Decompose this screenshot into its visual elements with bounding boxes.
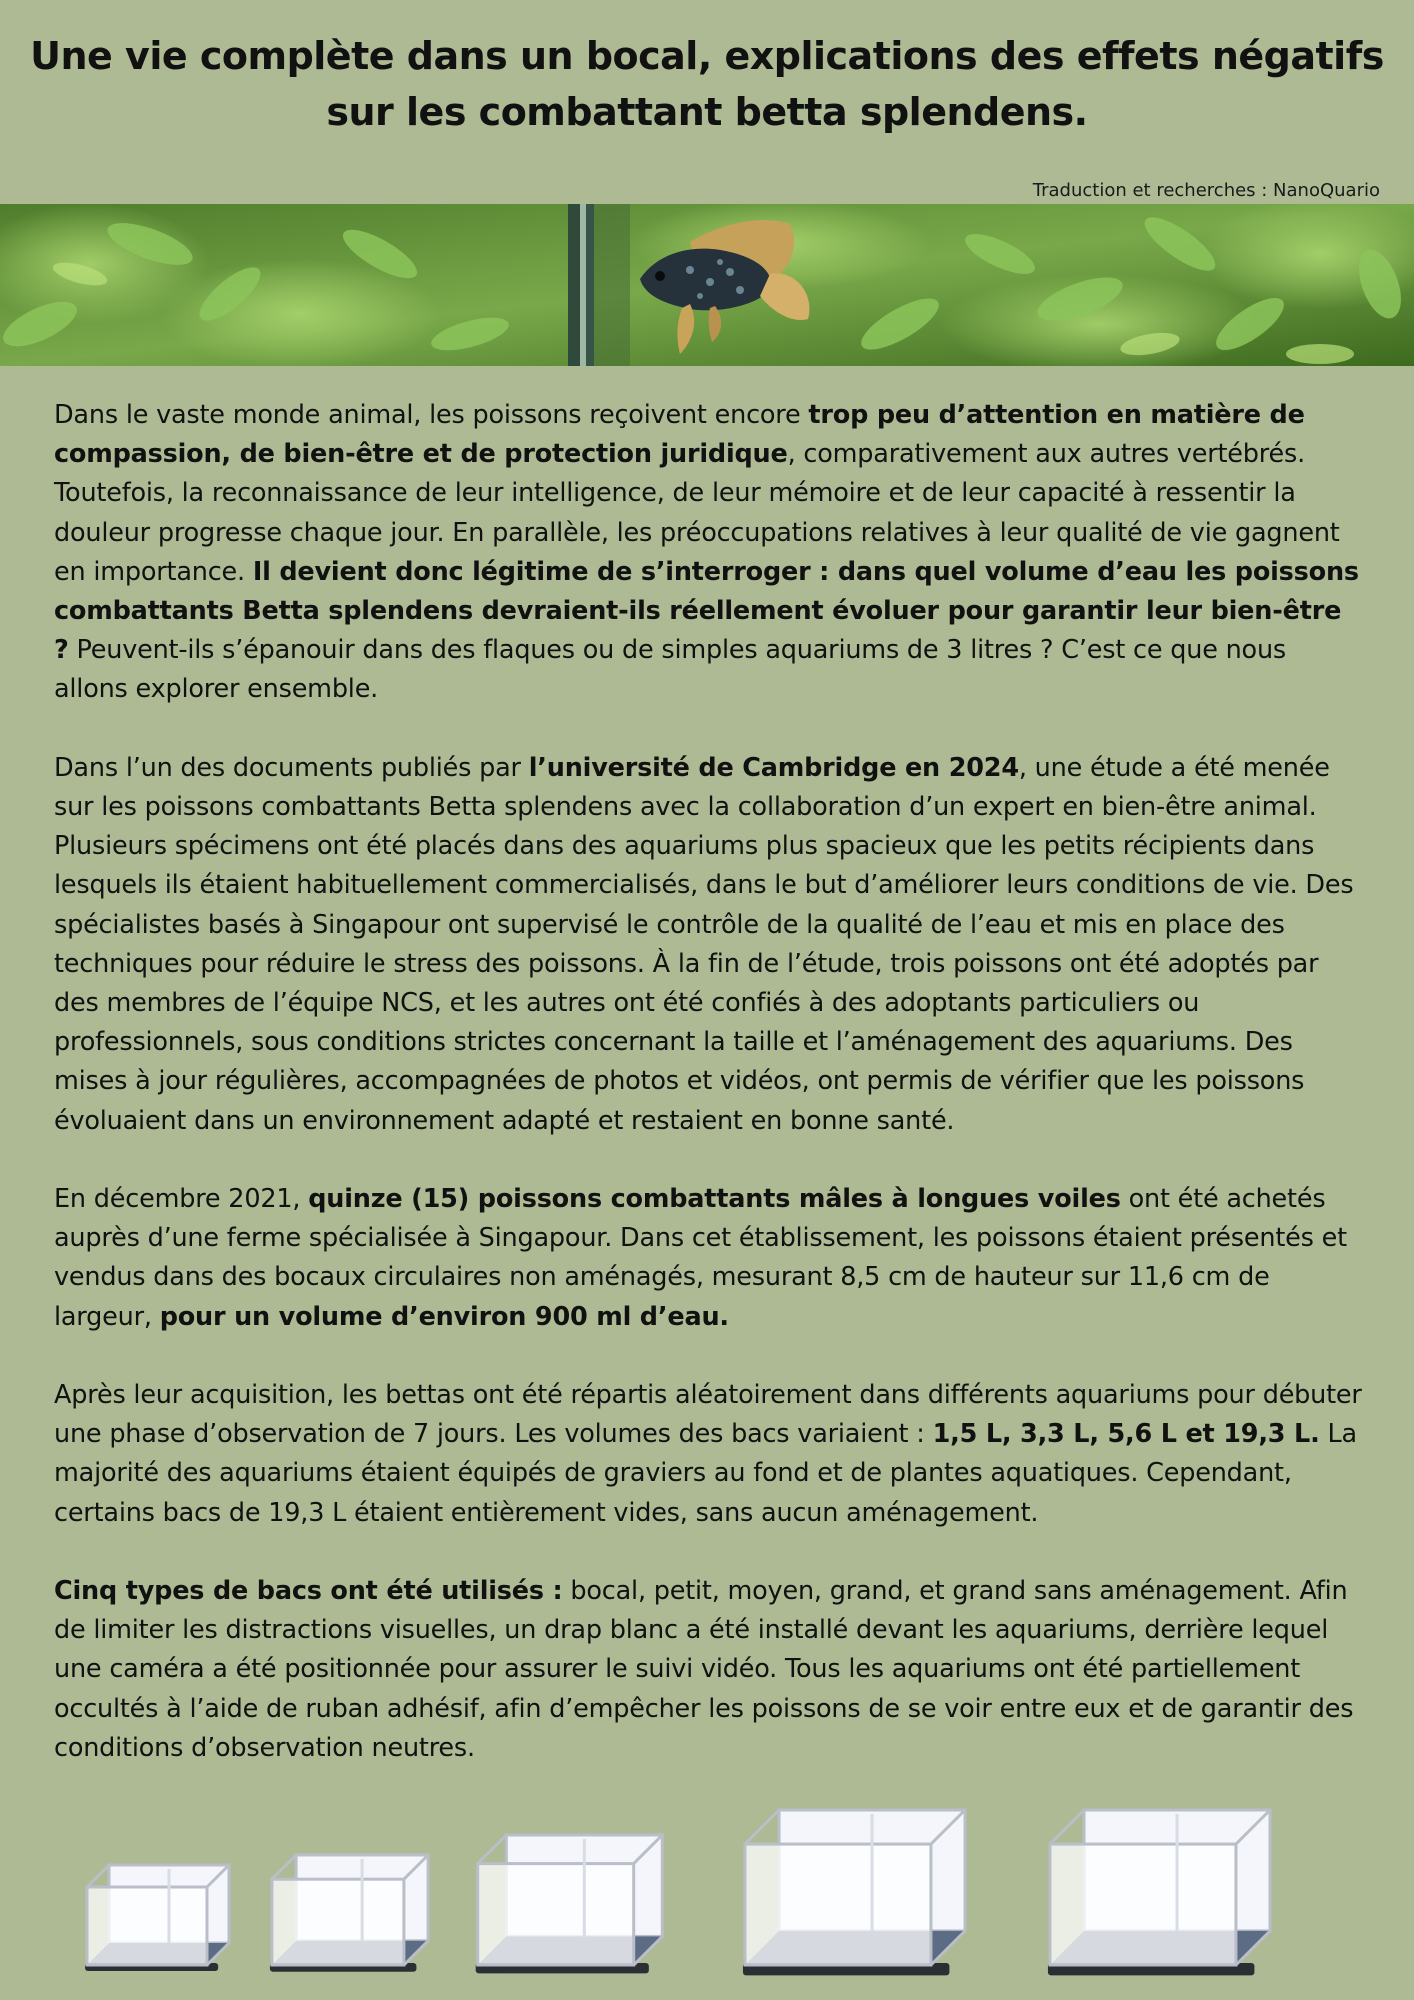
tank-illustrations: [0, 1790, 1414, 1990]
text-run: La majorité des aquariums étaient équipés de graviers au fond et de plantes aquatiques. Cependant, certains bacs de 19,3 L étaient entièrement vides, sans aucun aménagement.: [54, 1419, 1357, 1528]
bold-text: l’université de Cambridge en 2024: [528, 752, 1019, 783]
text-run: Peuvent-ils s’épanouir dans des flaques ou de simples aquariums de 3 litres ? C’est ce que nous allons explorer ensemble.: [54, 635, 1287, 705]
page-title: Une vie complète dans un bocal, explications des effets négatifs sur les combattant betta splendens.: [30, 34, 1384, 134]
betta-aquarium-image: [0, 204, 1414, 366]
paragraph-4: [54, 1376, 1364, 1533]
banner-photo: [0, 204, 1414, 366]
paragraph-1: [54, 396, 1364, 710]
bold-text: 1,5 L, 3,3 L, 5,6 L et 19,3 L.: [932, 1419, 1320, 1450]
text-run: , comparativement aux autres vertébrés. Toutefois, la reconnaissance de leur intelligence, de leur mémoire et de leur capacité à ressentir la douleur progresse chaque jour. En parallèle, les préoccupations relatives à leur qualité de vie gagnent en importance.: [54, 439, 1340, 587]
bold-text: pour un volume d’environ 900 ml d’eau.: [159, 1301, 729, 1332]
paragraph-2: [54, 749, 1364, 1141]
text-run: Dans le vaste monde animal, les poissons reçoivent encore: [54, 400, 809, 430]
text-run: En décembre 2021,: [54, 1184, 309, 1215]
tank-petit: [270, 1855, 428, 1972]
bold-text: Cinq types de bacs ont été utilisés :: [54, 1576, 563, 1607]
text-run: ont été achetés auprès d’une ferme spécialisée à Singapour. Dans cet établissement, les poissons étaient présentés et vendus dans des bocaux circulaires non aménagés, mesurant 8,5 cm de hauteur sur 11,6 cm de largeur,: [54, 1184, 1347, 1332]
bold-text: quinze (15) poissons combattants mâles à longues voiles: [308, 1184, 1121, 1215]
text-run: , une étude a été menée sur les poissons combattants Betta splendens avec la collaboration d’un expert en bien-être animal. Plusieurs spécimens ont été placés dans des aquariums plus spacieux que les petits récipients dans lesquels ils étaient habituellement commercialisés, dans le but d’améliorer leurs conditions de vie. Des spécialistes basés à Singapour ont supervisé le contrôle de la qualité de l’eau et mis en place des techniques pour réduire le stress des poissons. À la fin de l’étude, trois poissons ont été adoptés par des membres de l’équipe NCS, et les autres ont été confiés à des adoptants particuliers ou professionnels, sous conditions strictes concernant la taille et l’aménagement des aquariums. Des mises à jour régulières, accompagnées de photos et vidéos, ont permis de vérifier que les poissons évoluaient dans un environnement adapté et restaient en bonne santé.: [54, 752, 1354, 1136]
bold-text: trop peu d’attention en matière de compassion, de bien-être et de protection juridique: [54, 400, 1305, 470]
bold-text: Il devient donc légitime de s’interroger : dans quel volume d’eau les poissons combattants Betta splendens devraient-ils réellement évoluer pour garantir leur bien-être ?: [54, 556, 1359, 666]
tank-moyen: [476, 1835, 663, 1973]
text-run: Après leur acquisition, les bettas ont été répartis aléatoirement dans différents aquariums pour débuter une phase d’observation de 7 jours. Les volumes des bacs variaient :: [54, 1380, 1362, 1450]
paragraph-3: [54, 1180, 1364, 1337]
tank-grand: [743, 1810, 965, 1975]
credit-line: Traduction et recherches : NanoQuario: [1032, 180, 1380, 201]
article-body: [54, 396, 1364, 1807]
text-run: Dans l’un des documents publiés par: [54, 752, 529, 783]
tank-bocal: [85, 1865, 229, 1971]
paragraph-5: [54, 1572, 1364, 1768]
tank-grand-sans-amenagement: [1048, 1810, 1270, 1975]
text-run: bocal, petit, moyen, grand, et grand sans aménagement. Afin de limiter les distractions visuelles, un drap blanc a été installé devant les aquariums, derrière lequel une caméra a été positionnée pour assurer le suivi vidéo. Tous les aquariums ont été partiellement occultés à l’aide de ruban adhésif, afin d’empêcher les poissons de se voir entre eux et de garantir des conditions d’observation neutres.: [54, 1576, 1354, 1763]
